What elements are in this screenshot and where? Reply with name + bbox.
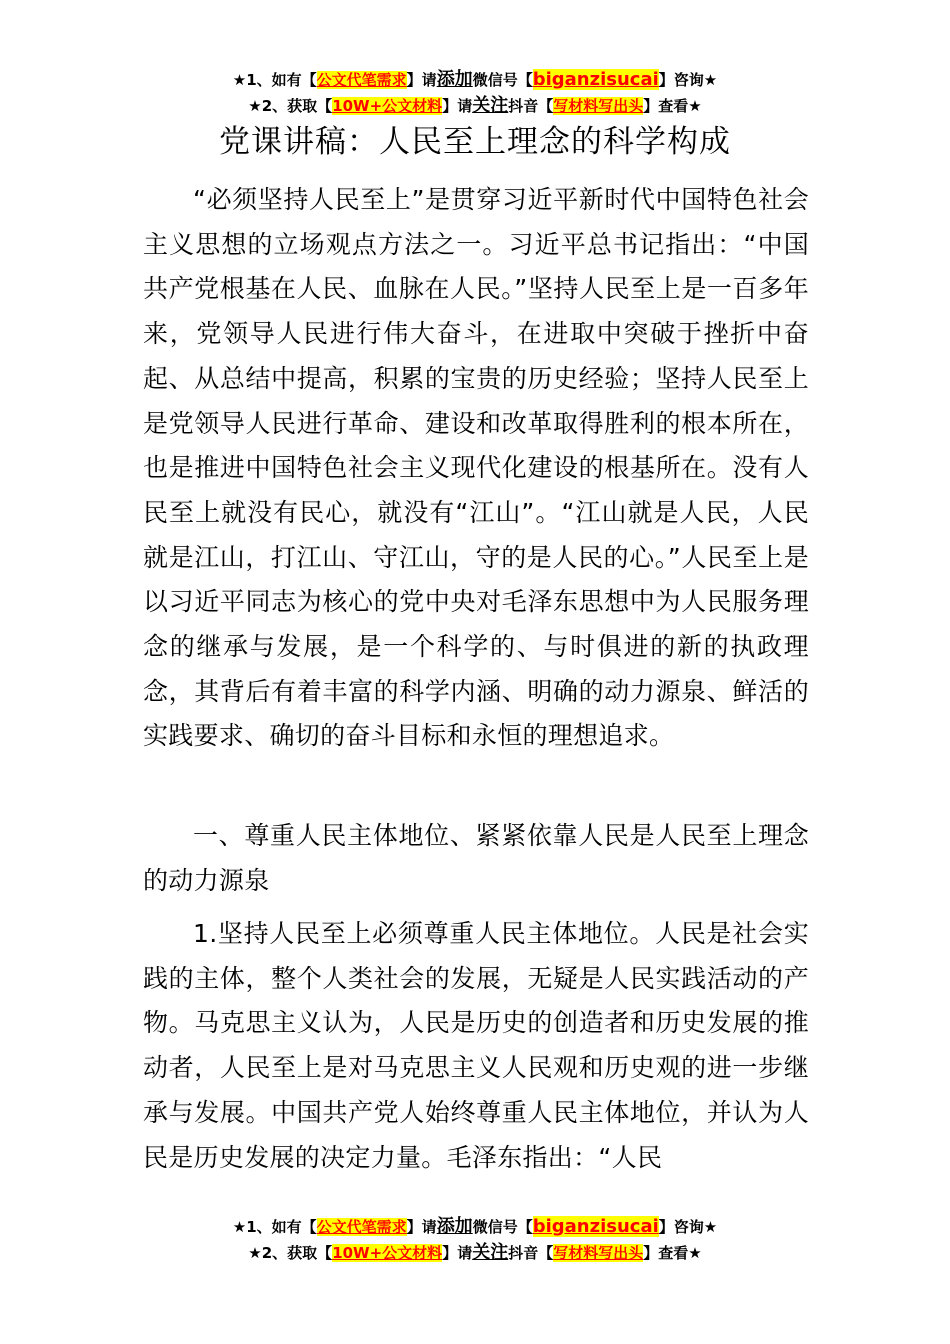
- promo-line-1: ★1、如有【公文代笔需求】请添加微信号【biganzisucai】咨询★: [232, 1216, 718, 1237]
- heading-section-1: 一、尊重人民主体地位、紧紧依靠人民是人民至上理念的动力源泉: [143, 821, 809, 895]
- paragraph-point-1: 1.坚持人民至上必须尊重人民主体地位。人民是社会实践的主体，整个人类社会的发展，无疑是人民实践活动的产物。马克思主义认为，人民是历史的创造者和历史发展的推动者，人民至上是对马克思主义人民观和历史观的进一步继承与发展。中国共产党人始终尊重人民主体地位，并认为人民是历史发展的决定力量。毛泽东指出：“人民: [143, 919, 809, 1172]
- document-title: 党课讲稿：人民至上理念的科学构成: [219, 124, 731, 160]
- footer-promo-banner: [0, 1214, 950, 1266]
- body-paragraph: [143, 912, 809, 1180]
- wechat-id: biganzisucai: [532, 1216, 659, 1237]
- promo-line-2: ★2、获取【10W+公文材料】请关注抖音【写材料写出头】查看★: [248, 95, 702, 116]
- promo-line-1: ★1、如有【公文代笔需求】请添加微信号【biganzisucai】咨询★: [232, 69, 718, 90]
- wechat-id: biganzisucai: [532, 69, 659, 90]
- body-paragraph: [143, 178, 809, 759]
- promo-highlight: 公文代笔需求: [316, 1218, 407, 1236]
- section-heading: [143, 814, 809, 903]
- promo-highlight: 10W+公文材料: [332, 1244, 443, 1262]
- douyin-account: 写材料写出头: [553, 1244, 644, 1262]
- promo-line-2: ★2、获取【10W+公文材料】请关注抖音【写材料写出头】查看★: [248, 1242, 702, 1263]
- promo-highlight: 10W+公文材料: [332, 97, 443, 115]
- douyin-account: 写材料写出头: [553, 97, 644, 115]
- promo-highlight: 公文代笔需求: [316, 71, 407, 89]
- paragraph-intro: “必须坚持人民至上”是贯穿习近平新时代中国特色社会主义思想的立场观点方法之一。习近平总书记指出：“中国共产党根基在人民、血脉在人民。”坚持人民至上是一百多年来，党领导人民进行伟大奋斗，在进取中突破于挫折中奋起、从总结中提高，积累的宝贵的历史经验；坚持人民至上是党领导人民进行革命、建设和改革取得胜利的根本所在，也是推进中国特色社会主义现代化建设的根基所在。没有人民至上就没有民心，就没有“江山”。“江山就是人民，人民就是江山，打江山、守江山，守的是人民的心。”人民至上是以习近平同志为核心的党中央对毛泽东思想中为人民服务理念的继承与发展，是一个科学的、与时俱进的新的执政理念，其背后有着丰富的科学内涵、明确的动力源泉、鲜活的实践要求、确切的奋斗目标和永恒的理想追求。: [143, 185, 809, 751]
- header-promo-banner: [0, 67, 950, 119]
